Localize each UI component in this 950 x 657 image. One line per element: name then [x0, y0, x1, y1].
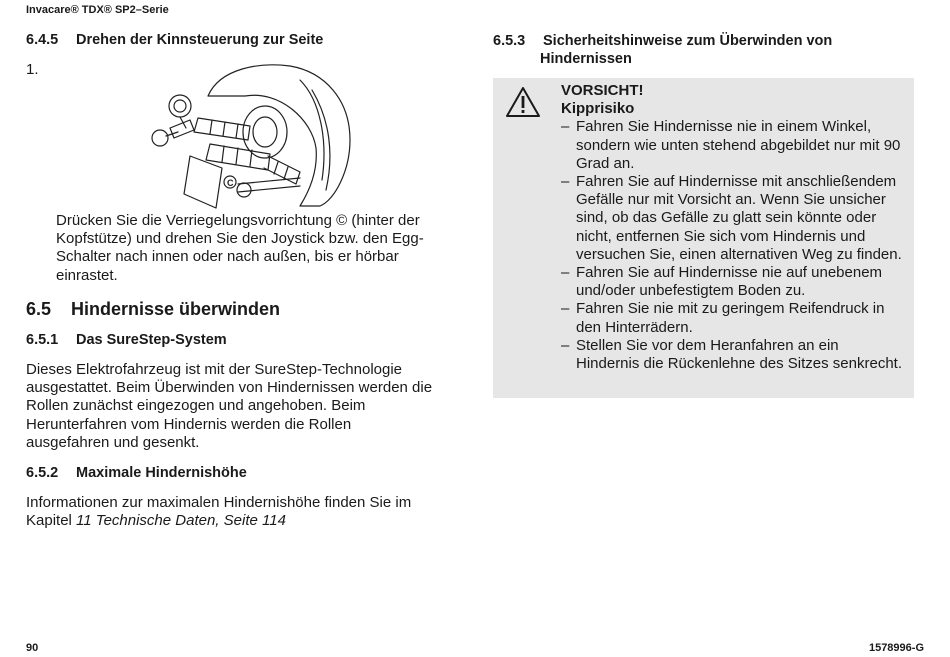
section-number: 6.4.5	[26, 32, 59, 48]
section-number: 6.5.2	[26, 465, 59, 481]
list-item: – Fahren Sie Hindernisse nie in einem Winkel, sondern wie unten stehend abgebildet nur mit 90 Grad an.	[561, 118, 906, 173]
running-header: Invacare® TDX® SP2–Serie	[26, 4, 169, 16]
list-item: – Fahren Sie auf Hindernisse mit anschließendem Gefälle nur mit Vorsicht an. Wenn Sie unsicher sind, ob das Gefälle zu glatt sein könnte oder nicht, entfernen Sie sich vom Hindernis und versuchen Sie, einen alternativen Weg zu finden.	[561, 173, 906, 264]
section-number: 6.5.1	[26, 332, 59, 348]
section-title-line2: Hindernissen	[540, 51, 632, 67]
warning-box	[493, 78, 914, 398]
warning-triangle-icon	[505, 86, 541, 118]
warning-label: VORSICHT!	[561, 82, 644, 99]
warning-list	[561, 118, 906, 373]
section-6-5-3-heading	[493, 32, 913, 68]
step-number: 1.	[26, 61, 39, 78]
section-number: 6.5.3	[493, 33, 526, 49]
section-title: Hindernisse überwinden	[71, 299, 281, 319]
surestep-description: Dieses Elektrofahrzeug ist mit der SureStep-Technologie ausgestattet. Beim Überwinden von Hindernissen werden die Rollen zunächst eingezogen und angehoben. Beim Herunterfahren vom Hindernis werden die Rollen ausgefahren und gesenkt.	[26, 361, 433, 451]
document-id: 1578996-G	[868, 642, 924, 654]
list-item: – Stellen Sie vor dem Heranfahren an ein Hindernis die Rückenlehne des Sitzes senkrecht.	[561, 337, 906, 373]
section-title: Drehen der Kinnsteuerung zur Seite	[76, 32, 324, 48]
section-6-4-5-heading	[26, 32, 323, 48]
section-6-5-heading	[26, 299, 280, 320]
max-height-sentence: Informationen zur maximalen Hindernishöhe finden Sie im Kapitel	[26, 494, 412, 530]
section-6-5-1-heading	[26, 332, 227, 348]
cross-reference-link[interactable]: 11 Technische Daten, Seite 114	[76, 512, 286, 530]
warning-subtitle: Kipprisiko	[561, 100, 635, 118]
chin-control-figure	[150, 60, 354, 210]
section-number: 6.5	[26, 299, 52, 319]
max-height-text	[26, 494, 446, 530]
figure-label-c: C	[227, 178, 234, 188]
page-number: 90	[26, 642, 39, 654]
section-title-line1: Sicherheitshinweise zum Überwinden von	[543, 33, 833, 49]
list-item: – Fahren Sie nie mit zu geringem Reifendruck in den Hinterrädern.	[561, 300, 906, 336]
step-instruction: Drücken Sie die Verriegelungsvorrichtung © (hinter der Kopfstütze) und drehen Sie den Joystick bzw. den Egg-Schalter nach innen oder nach außen, bis er hörbar einrastet.	[56, 212, 424, 284]
section-title: Das SureStep-System	[76, 332, 227, 348]
section-title: Maximale Hindernishöhe	[76, 465, 247, 481]
section-6-5-2-heading	[26, 465, 247, 481]
list-item: – Fahren Sie auf Hindernisse nie auf unebenem und/oder unbefestigtem Boden zu.	[561, 264, 906, 300]
